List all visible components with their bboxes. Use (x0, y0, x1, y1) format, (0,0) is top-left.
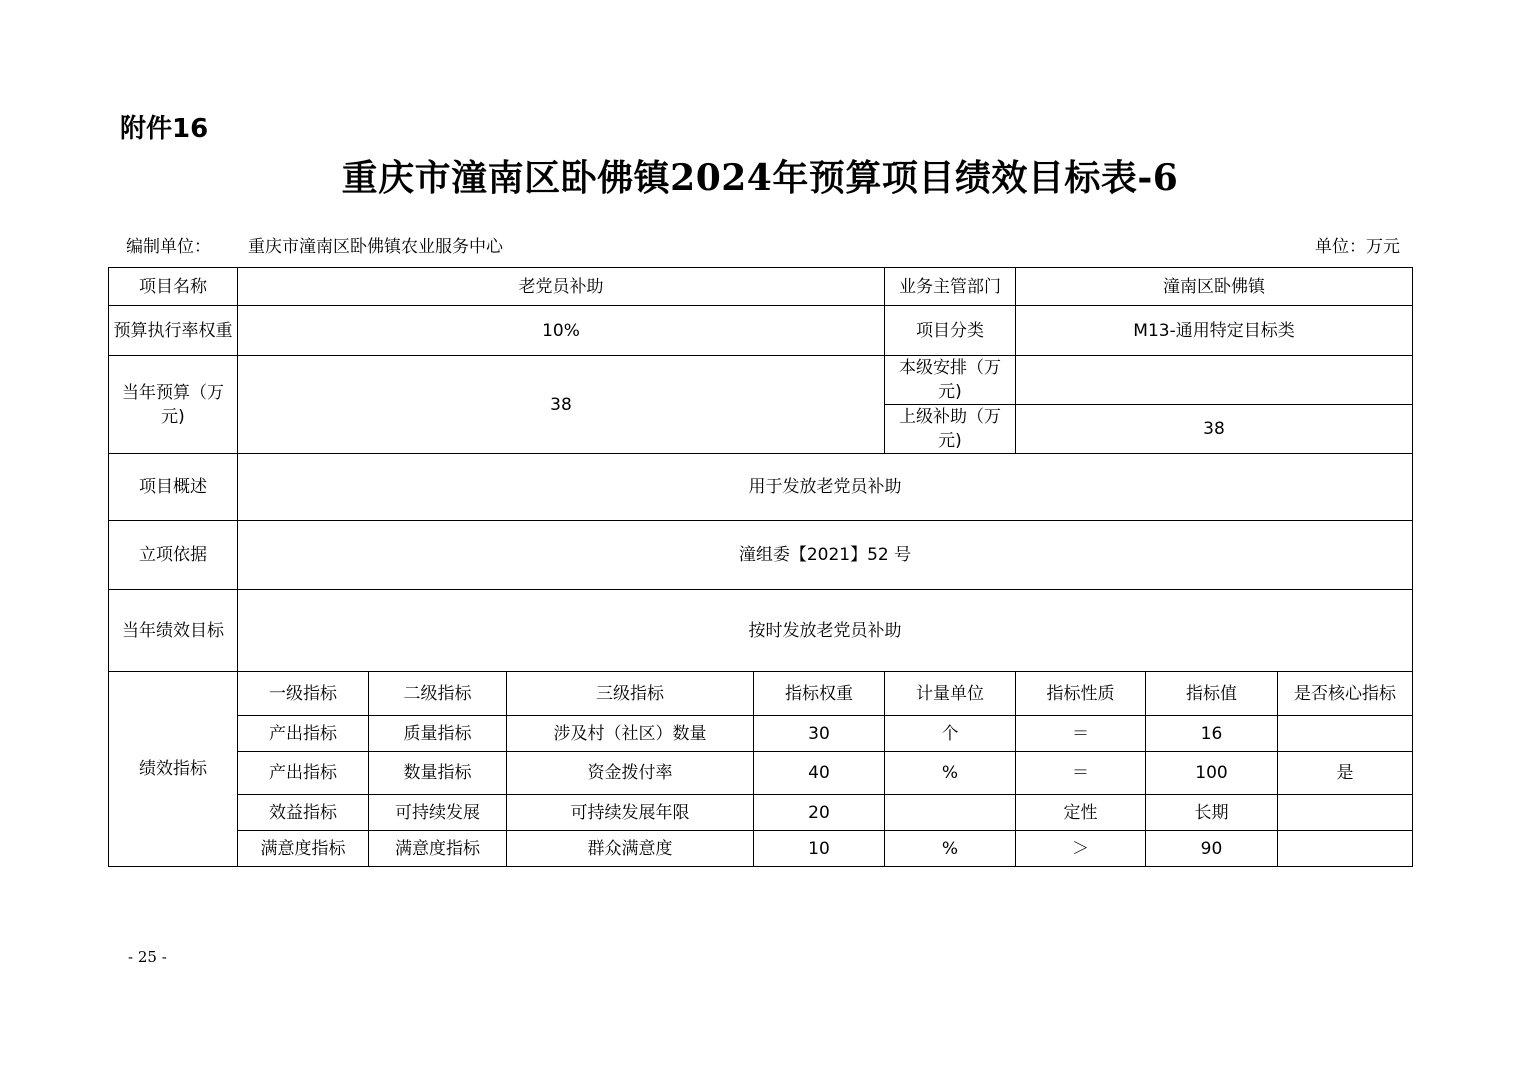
upper-label: 上级补助（万元) (885, 405, 1016, 454)
document-title: 重庆市潼南区卧佛镇2024年预算项目绩效目标表-6 (341, 157, 1179, 199)
indicator-cell: 产出指标 (238, 752, 369, 795)
indicator-cell: 定性 (1016, 795, 1146, 831)
indicator-cell: ＝ (1016, 752, 1146, 795)
indicator-header-cell: 二级指标 (369, 672, 507, 716)
indicator-cell: ＞ (1016, 831, 1146, 867)
indicator-header-cell: 指标权重 (754, 672, 885, 716)
indicator-cell (1278, 716, 1413, 752)
indicator-cell: 长期 (1146, 795, 1278, 831)
page-number: - 25 - (128, 948, 167, 966)
goal-value: 按时发放老党员补助 (238, 590, 1413, 672)
indicator-header-cell: 一级指标 (238, 672, 369, 716)
indicator-cell: ＝ (1016, 716, 1146, 752)
indicator-cell: 资金拨付率 (507, 752, 754, 795)
basis-value: 潼组委【2021】52 号 (238, 521, 1413, 590)
row-basis (109, 521, 1413, 590)
indicator-cell: 16 (1146, 716, 1278, 752)
compiler-label: 编制单位： (126, 237, 211, 257)
indicator-header-cell: 三级指标 (507, 672, 754, 716)
indicator-header-cell: 指标值 (1146, 672, 1278, 716)
overview-value: 用于发放老党员补助 (238, 454, 1413, 521)
compiler-value: 重庆市潼南区卧佛镇农业服务中心 (248, 237, 503, 257)
indicator-cell: 40 (754, 752, 885, 795)
exec-weight-value: 10% (238, 306, 885, 356)
indicator-cell: 效益指标 (238, 795, 369, 831)
header-info-row (126, 232, 1400, 256)
indicator-row (109, 752, 1413, 795)
indicator-row (109, 716, 1413, 752)
basis-label: 立项依据 (109, 521, 238, 590)
indicators-label: 绩效指标 (109, 672, 238, 867)
indicator-cell: 满意度指标 (369, 831, 507, 867)
indicator-header-cell: 指标性质 (1016, 672, 1146, 716)
budget-label: 当年预算（万元) (109, 356, 238, 454)
row-exec-weight (109, 306, 1413, 356)
indicator-cell: % (885, 831, 1016, 867)
goal-label: 当年绩效目标 (109, 590, 238, 672)
local-label: 本级安排（万元) (885, 356, 1016, 405)
indicator-cell: 个 (885, 716, 1016, 752)
indicator-cell: 质量指标 (369, 716, 507, 752)
indicator-cell: 可持续发展年限 (507, 795, 754, 831)
indicator-header-cell: 是否核心指标 (1278, 672, 1413, 716)
indicator-cell: 30 (754, 716, 885, 752)
indicator-cell: 数量指标 (369, 752, 507, 795)
indicator-cell: 可持续发展 (369, 795, 507, 831)
indicator-cell (885, 795, 1016, 831)
upper-value: 38 (1016, 405, 1413, 454)
overview-label: 项目概述 (109, 454, 238, 521)
money-unit: 单位：万元 (1315, 237, 1400, 257)
attachment-label: 附件16 (120, 114, 209, 144)
local-value (1016, 356, 1413, 405)
row-project-name (109, 268, 1413, 306)
exec-weight-label: 预算执行率权重 (109, 306, 238, 356)
indicator-cell: 100 (1146, 752, 1278, 795)
project-name-value: 老党员补助 (238, 268, 885, 306)
indicator-cell: 20 (754, 795, 885, 831)
dept-value: 潼南区卧佛镇 (1016, 268, 1413, 306)
indicator-cell: 10 (754, 831, 885, 867)
indicator-cell: 是 (1278, 752, 1413, 795)
indicator-cell: % (885, 752, 1016, 795)
indicator-header-cell: 计量单位 (885, 672, 1016, 716)
row-goal (109, 590, 1413, 672)
project-name-label: 项目名称 (109, 268, 238, 306)
indicator-header-row (109, 672, 1413, 716)
row-budget-local (109, 356, 1413, 405)
category-value: M13-通用特定目标类 (1016, 306, 1413, 356)
budget-value: 38 (238, 356, 885, 454)
indicator-row (109, 831, 1413, 867)
indicator-row (109, 795, 1413, 831)
indicator-cell: 涉及村（社区）数量 (507, 716, 754, 752)
performance-target-table (108, 267, 1413, 867)
indicator-cell: 满意度指标 (238, 831, 369, 867)
indicator-cell: 群众满意度 (507, 831, 754, 867)
indicator-cell: 产出指标 (238, 716, 369, 752)
dept-label: 业务主管部门 (885, 268, 1016, 306)
indicator-cell (1278, 795, 1413, 831)
category-label: 项目分类 (885, 306, 1016, 356)
indicator-cell (1278, 831, 1413, 867)
indicator-cell: 90 (1146, 831, 1278, 867)
row-overview (109, 454, 1413, 521)
